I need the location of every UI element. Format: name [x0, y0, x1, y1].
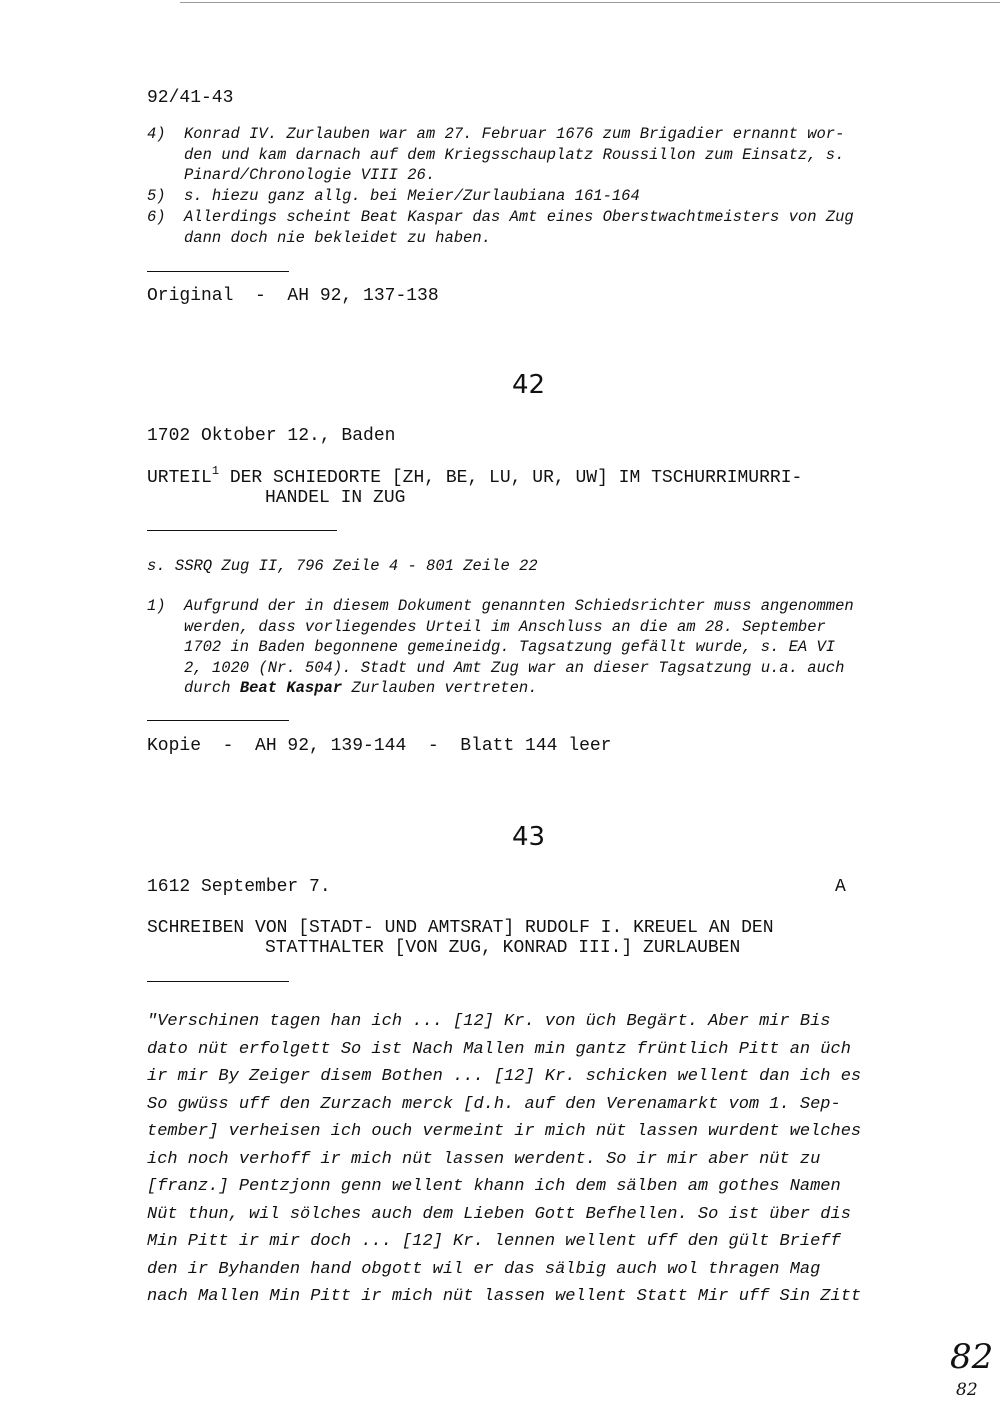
source-reference: s. SSRQ Zug II, 796 Zeile 4 - 801 Zeile 22 [147, 557, 538, 575]
copy-source-line: Kopie - AH 92, 139-144 - Blatt 144 leer [147, 736, 612, 756]
document-title: SCHREIBEN VON [STADT- UND AMTSRAT] RUDOLF I. KREUEL AN DEN [147, 918, 774, 938]
footnote-text-part: Zurlauben vertreten. [342, 679, 538, 697]
page-reference: 92/41-43 [147, 88, 234, 108]
document-title-line2: STATTHALTER [VON ZUG, KONRAD III.] ZURLAUBEN [265, 938, 741, 958]
separator-rule [147, 271, 289, 272]
footnote-number: 4) [147, 125, 166, 143]
quoted-letter-text: "Verschinen tagen han ich ... [12] Kr. von üch Begärt. Aber mir Bis dato nüt erfolgett So ist Nach Mallen min gantz früntlich Pitt an üch ir mir By Zeiger disem Bothen ... [12] Kr. schicken wellent dan ich es So gwüss uff den Zurzach merck [d.h. auf den Verenamarkt vom 1. Sep- tember] verheisen ich ouch vermeint ir mich nüt lassen wurdent welches ich noch verhoff ir mich nüt lassen werdent. So ir mir aber nüt zu [franz.] Pentzjonn genn wellent khann ich dem sälben am gothes Namen Nüt thun, wil sölches auch dem Lieben Gott Befhellen. So ist über dis Min Pitt ir mir doch ... [12] Kr. lennen wellent uff den gült Brieff den ir Byhanden hand obgott wil er das sälbig auch wol thragen Mag nach Mallen Min Pitt ir mich nüt lassen wellent Statt Mir uff Sin Zitt [147, 1012, 862, 1306]
footnote-number: 6) [147, 208, 166, 226]
footnote-5 [147, 186, 927, 207]
footnote-number: 5) [147, 187, 166, 205]
footnote-1 [147, 596, 927, 700]
footnote-marker: 1 [211, 464, 220, 478]
document-title [147, 464, 803, 488]
footnote-text: Allerdings scheint Beat Kaspar das Amt eines Oberstwachtmeisters von Zug dann doch nie bekleidet zu haben. [184, 208, 854, 247]
footnote-number: 1) [147, 597, 166, 615]
document-date: 1702 Oktober 12., Baden [147, 426, 396, 446]
title-text: URTEIL [147, 468, 212, 488]
scan-edge-line [180, 2, 1000, 3]
footnote-text: Konrad IV. Zurlauben war am 27. Februar 1676 zum Brigadier ernannt wor- den und kam darnach auf dem Kriegsschauplatz Roussillon zum Einsatz, s. Pinard/Chronologie VIII 26. [184, 125, 845, 184]
separator-rule [147, 720, 289, 721]
document-number-42: 42 [512, 370, 546, 400]
title-text: DER SCHIEDORTE [ZH, BE, LU, UR, UW] IM TSCHURRIMURRI- [219, 468, 803, 488]
footnote-4 [147, 124, 927, 186]
footnote-text [184, 596, 854, 699]
document-number-43: 43 [512, 822, 546, 852]
original-source-line: Original - AH 92, 137-138 [147, 286, 439, 306]
footnote-6 [147, 207, 927, 249]
document-title-line2: HANDEL IN ZUG [265, 488, 406, 508]
separator-rule [147, 981, 289, 982]
document-date: 1612 September 7. [147, 877, 331, 897]
footnote-text-part: Aufgrund der in diesem Dokument genannten Schiedsrichter muss angenommen werden, dass vorliegendes Urteil im Anschluss an die am 28. September 1702 in Baden begonnene gemeineidg. Tagsatzung gefällt wurde, s. EA VI 2, 1020 (Nr. 504). Stadt und Amt Zug war an dieser Tagsatzung u.a. auch durch [184, 597, 854, 697]
footnote-text: s. hiezu ganz allg. bei Meier/Zurlaubiana 161-164 [184, 187, 640, 205]
document-label: A [835, 877, 846, 897]
separator-rule [147, 530, 337, 531]
handwritten-folio-number: 82 [956, 1380, 978, 1400]
handwritten-page-number: 82 [950, 1337, 994, 1377]
person-name: Beat Kaspar [239, 679, 343, 697]
